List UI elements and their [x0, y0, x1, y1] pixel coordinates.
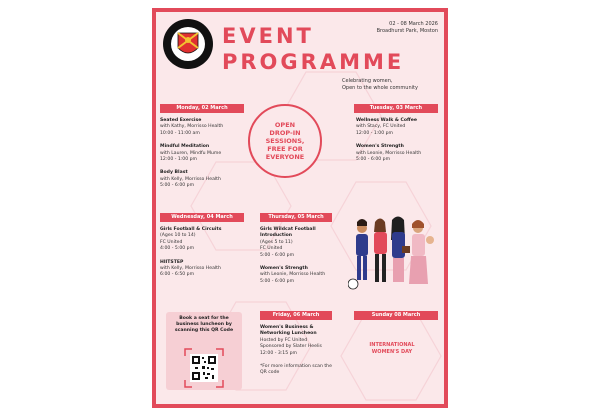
event-item: [160, 170, 246, 189]
event-detail: with Leonie, Morrisso Health: [260, 272, 326, 278]
event-title: Seated Exercise: [160, 118, 202, 123]
day-header-thursday: Thursday, 05 March: [260, 213, 332, 222]
international-womens-day: [352, 342, 432, 356]
qr-frame-corners: [184, 348, 224, 388]
event-title: Wellness Walk & Coffee: [356, 118, 417, 123]
event-title: Body Blast: [160, 170, 188, 176]
day-events-wednesday: [160, 227, 246, 286]
event-item: [260, 227, 334, 259]
drop-in-line: OPEN: [274, 121, 296, 129]
drop-in-text: [255, 121, 315, 161]
day-header-wednesday: Wednesday, 04 March: [160, 213, 244, 222]
day-events-thursday: [260, 227, 334, 292]
figure-4: [409, 220, 434, 284]
event-detail: (Ages 10 to 14): [160, 233, 196, 239]
event-title: Women's Strength: [356, 144, 404, 150]
qr-instructions: Book a seat for the business luncheon by scanning this QR Code: [174, 316, 234, 333]
figure-3: [391, 217, 410, 283]
event-time: 5:00 - 6:00 pm: [260, 278, 295, 284]
event-title: Girls Football & Circuits: [160, 227, 222, 232]
day-events-tuesday: [356, 118, 440, 170]
event-item: [160, 144, 246, 163]
event-item: [160, 227, 246, 253]
event-time: 5:00 - 6:00 pm: [160, 183, 195, 189]
drop-in-line: EVERYONE: [265, 153, 305, 161]
club-crest-logo: [162, 18, 214, 70]
event-detail: with Lauren, Mindfu Mume: [160, 150, 222, 156]
day-events-monday: [160, 118, 246, 197]
qr-booking-box[interactable]: [166, 312, 242, 390]
figure-1: [348, 219, 368, 289]
event-title: Women's Strength: [260, 266, 308, 272]
title-programme: PROGRAMME: [222, 50, 405, 74]
drop-in-badge: [248, 104, 322, 178]
event-item: [160, 118, 246, 137]
day-events-friday: [260, 325, 340, 377]
event-title: Women's Business & Networking Luncheon: [260, 325, 317, 337]
title-event: EVENT: [222, 24, 314, 48]
more-info-note: *For more information scan the QR code: [260, 364, 332, 376]
event-poster: [152, 8, 448, 408]
event-detail: with Stacy, FC United: [356, 124, 406, 130]
event-time: 12:00 - 1:00 pm: [356, 130, 393, 136]
drop-in-line: DROP-IN: [269, 129, 301, 137]
event-item: [356, 118, 440, 137]
event-time: 5:00 - 6:00 pm: [356, 157, 391, 163]
event-time: 12:00 - 1:00 pm: [160, 157, 197, 163]
event-detail: Hosted by FC United: [260, 337, 308, 343]
event-time: 6:00 - 6:50 pm: [160, 272, 195, 278]
event-detail: with Kathy, Morrisso Health: [160, 124, 224, 130]
event-time: 12:00 - 3:15 pm: [260, 350, 297, 356]
tagline: [342, 78, 418, 92]
event-item: [260, 266, 334, 285]
event-detail: (Ages 5 to 11): [260, 239, 293, 245]
event-detail: with Kelly, Morrisso Health: [160, 266, 221, 272]
day-header-sunday: Sunday 08 March: [354, 311, 438, 320]
tagline-line-2: Open to the whole community: [342, 85, 418, 91]
women-illustration: [348, 210, 440, 296]
event-time: 10:00 - 11:00 am: [160, 130, 200, 136]
poster-panel: [156, 12, 444, 404]
event-title: Girls Wildcat Football Introduction: [260, 227, 316, 239]
tagline-line-1: Celebrating women,: [342, 78, 393, 84]
day-header-friday: Friday, 06 March: [260, 311, 332, 320]
event-title: HIITSTEP: [160, 259, 184, 265]
event-title: Mindful Meditation: [160, 144, 210, 150]
iwd-line-1: INTERNATIONAL: [369, 342, 415, 348]
drop-in-line: FREE FOR: [267, 145, 303, 153]
event-time: 5:00 - 6:00 pm: [260, 252, 295, 258]
drop-in-line: SESSIONS,: [265, 137, 305, 145]
iwd-line-2: WOMEN'S DAY: [371, 349, 413, 355]
day-header-tuesday: Tuesday, 03 March: [354, 104, 438, 113]
event-dates: 02 - 08 March 2026: [389, 21, 438, 27]
event-item: [356, 144, 440, 163]
event-item: [160, 260, 246, 279]
day-header-monday: Monday, 02 March: [160, 104, 244, 113]
event-item: [260, 325, 340, 357]
event-detail: with Leonie, Morrisso Health: [356, 150, 422, 156]
event-detail: FC United: [260, 246, 283, 252]
figure-2: [374, 219, 387, 283]
event-detail: with Kelly, Morrisso Health: [160, 176, 221, 182]
event-time: 4:00 - 5:00 pm: [160, 246, 195, 252]
event-detail: FC United: [160, 239, 183, 245]
event-detail: Sponsored by Slater Heelis: [260, 344, 322, 350]
event-venue: Broadhurst Park, Moston: [376, 28, 438, 34]
